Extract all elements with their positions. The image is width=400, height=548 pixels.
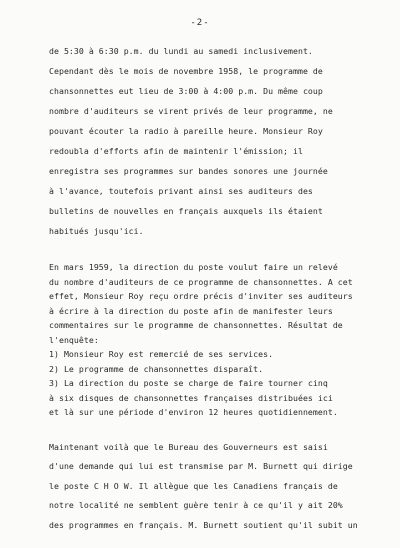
page-number: -2- (190, 18, 210, 28)
text-line: nombre d'auditeurs se virent privés de leur programme, ne (49, 106, 333, 116)
text-line: En mars 1959, la direction du poste voulut faire un relevé (49, 262, 338, 272)
text-line: notre localité ne semblent guère tenir à ce qu'il y ait 20% (49, 500, 343, 510)
text-line: le poste C H O W. Il allègue que les Canadiens français de (49, 480, 338, 491)
list-item: 2) Le programme de chansonnettes disparaît. (49, 363, 264, 374)
text-line: commentaires sur le programme de chansonnettes. Résultat de (49, 320, 343, 330)
text-line: redoubla d'efforts afin de maintenir l'émission; il (49, 146, 303, 156)
text-line: à l'avance, toutefois privant ainsi ses auditeurs des (49, 186, 313, 196)
text-line: bulletins de nouvelles en français auxquels ils étaient (49, 206, 323, 216)
text-line: de 5:30 à 6:30 p.m. du lundi au samedi inclusivement. (49, 46, 313, 56)
text-line: du nombre d'auditeurs de ce programme de chansonnettes. A cet (49, 276, 353, 287)
list-item: 3) La direction du poste se charge de faire tourner cinq (49, 378, 328, 388)
text-line: enregistra ses programmes sur bandes sonores une journée (49, 166, 328, 176)
text-line: à écrire à la direction du poste afin de manifester leurs (49, 305, 333, 316)
text-line: et là sur une période d'environ 12 heures quotidiennement. (49, 407, 338, 417)
text-line: effet, Monsieur Roy reçu ordre précis d'inviter ses auditeurs (49, 291, 353, 301)
list-item: 1) Monsieur Roy est remercié de ses services. (49, 349, 274, 359)
text-line: à six disques de chansonnettes françaises distribuées ici (49, 392, 333, 403)
text-line: habitués jusqu'ici. (49, 226, 144, 236)
text-line: chansonnettes eut lieu de 3:00 à 4:00 p.m. Du même coup (49, 86, 323, 96)
text-line: pouvant écouter la radio à pareille heure. Monsieur Roy (49, 126, 323, 136)
text-line: Cependant dès le mois de novembre 1958, le programme de (49, 66, 323, 76)
text-line: des programmes en français. M. Burnett soutient qu'il subit un (49, 519, 358, 530)
text-line: Maintenant voilà que le Bureau des Gouverneurs est saisi (49, 441, 328, 452)
text-line: d'une demande qui lui est transmise par M. Burnett qui dirige (49, 461, 353, 471)
text-line: l'enquête: (49, 334, 99, 345)
